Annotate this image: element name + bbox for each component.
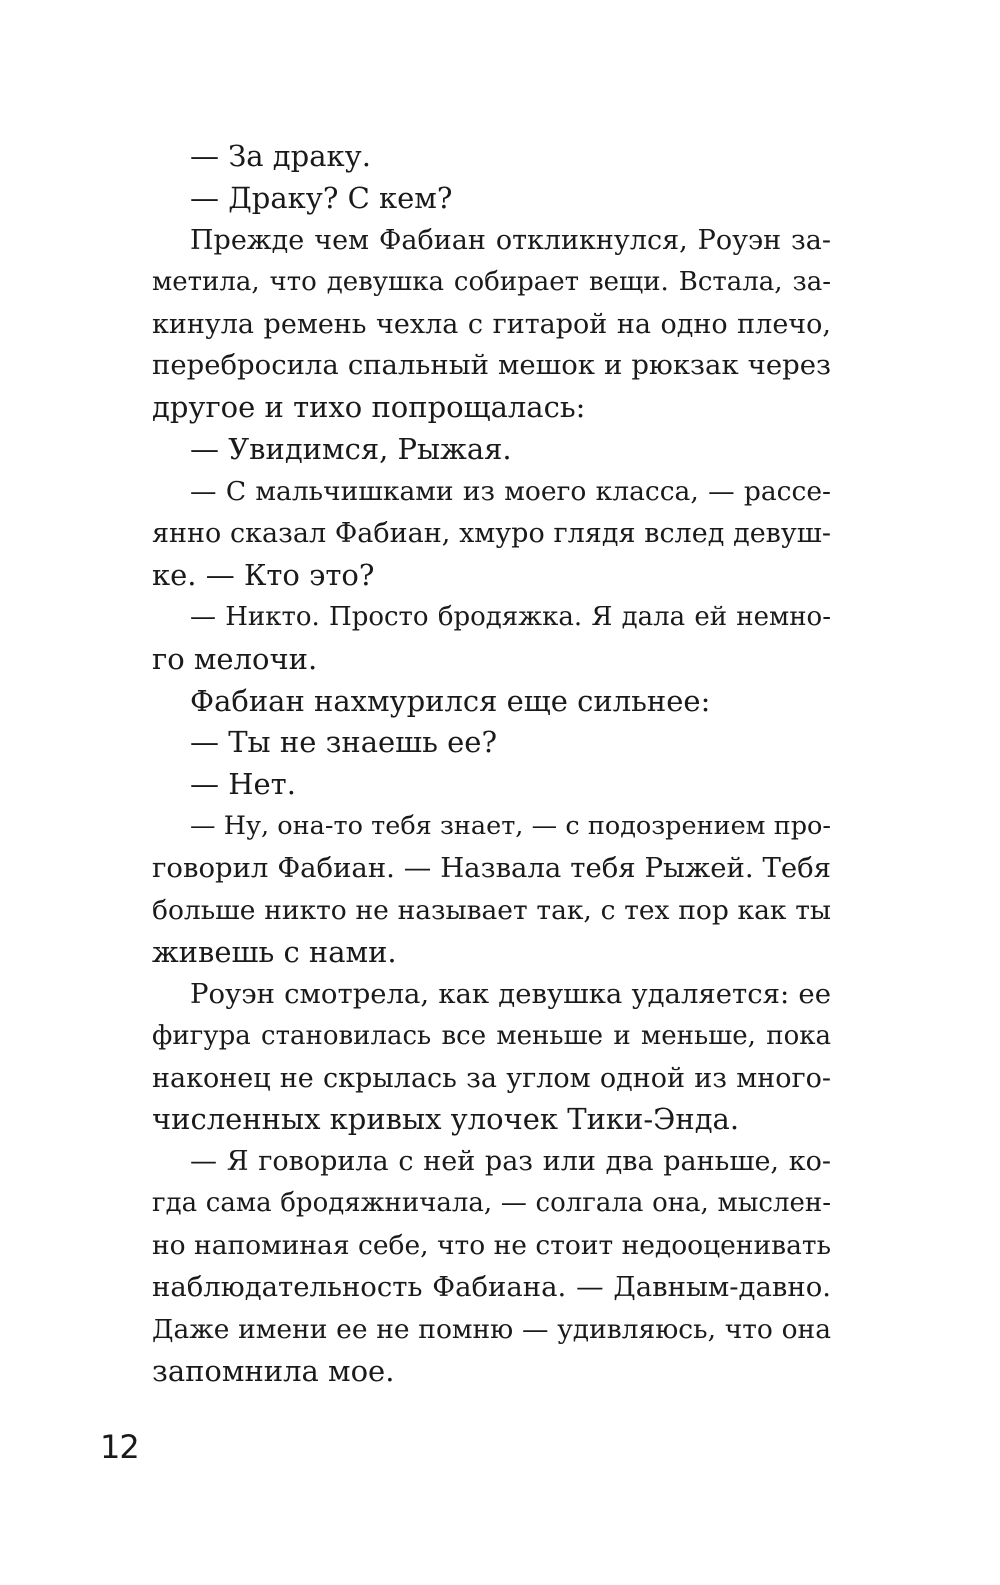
- text-line: — С мальчишками из моего класса, — рассе-: [190, 476, 831, 508]
- text-line: го мелочи.: [152, 641, 318, 676]
- text-line: наблюдательность Фабиана. — Давным-давно.: [152, 1271, 831, 1304]
- text-line: численных кривых улочек Тики-Энда.: [152, 1102, 740, 1137]
- text-line: метила, что девушка собирает вещи. Встала, за-: [152, 266, 831, 297]
- body-text: [152, 136, 831, 1393]
- text-line: — Ну, она-то тебя знает, — с подозрением про-: [190, 811, 831, 842]
- text-line: — Драку? С кем?: [190, 180, 453, 215]
- text-line: — Увидимся, Рыжая.: [190, 432, 512, 467]
- text-line: ке. — Кто это?: [152, 557, 375, 592]
- page-number: 12: [100, 1428, 139, 1466]
- text-line: фигура становилась все меньше и меньше, пока: [152, 1020, 831, 1051]
- text-line: кинула ремень чехла с гитарой на одно плечо,: [152, 308, 831, 340]
- text-line: Фабиан нахмурился еще сильнее:: [190, 683, 711, 718]
- text-line: — Нет.: [190, 767, 296, 802]
- text-line: Прежде чем Фабиан откликнулся, Роуэн за-: [190, 224, 831, 256]
- text-line: другое и тихо попрощалась:: [152, 390, 586, 425]
- text-line: говорил Фабиан. — Назвала тебя Рыжей. Тебя: [152, 852, 831, 885]
- text-line: — Никто. Просто бродяжка. Я дала ей немно-: [190, 601, 831, 632]
- text-line: Даже имени ее не помню — удивляюсь, что она: [152, 1313, 831, 1345]
- text-line: живешь с нами.: [152, 934, 397, 969]
- text-line: запомнила мое.: [152, 1353, 395, 1388]
- text-line: — Я говорила с ней раз или два раньше, ко-: [190, 1146, 831, 1178]
- text-line: янно сказал Фабиан, хмуро глядя вслед девуш-: [152, 518, 831, 550]
- text-line: перебросила спальный мешок и рюкзак через: [152, 349, 831, 382]
- text-line: Роуэн смотрела, как девушка удаляется: ее: [190, 977, 831, 1010]
- text-line: но напоминая себе, что не стоит недооценивать: [152, 1230, 831, 1262]
- text-line: больше никто не называет так, с тех пор как ты: [152, 895, 831, 927]
- text-line: — За драку.: [190, 139, 371, 173]
- text-line: наконец не скрылась за углом одной из много-: [152, 1062, 831, 1094]
- text-line: гда сама бродяжничала, — солгала она, мыслен-: [152, 1188, 831, 1219]
- text-line: — Ты не знаешь ее?: [190, 725, 498, 760]
